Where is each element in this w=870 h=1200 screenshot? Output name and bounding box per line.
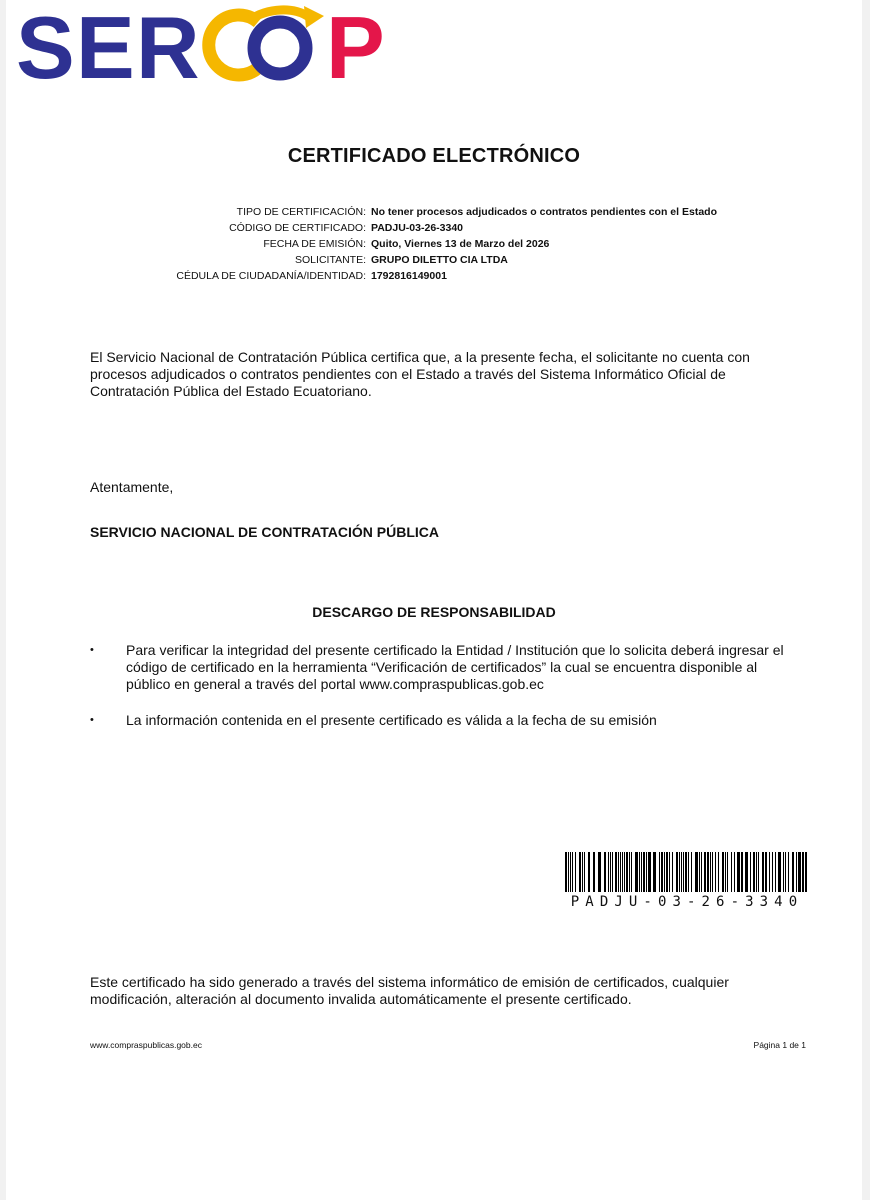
barcode-bar — [701, 852, 702, 892]
barcode-bar — [710, 852, 711, 892]
barcode-icon — [563, 852, 811, 896]
barcode-bar — [805, 852, 807, 892]
barcode-bar — [666, 852, 668, 892]
barcode-bar — [646, 852, 647, 892]
barcode-bar — [648, 852, 651, 892]
barcode-bar — [785, 852, 786, 892]
barcode-bar — [593, 852, 595, 892]
barcode-bar — [715, 852, 716, 892]
svg-text:E: E — [76, 4, 135, 84]
issue-date-row — [6, 236, 862, 252]
list-item — [90, 642, 790, 693]
field-value: PADJU-03-26-3340 — [371, 222, 464, 234]
id-number-row — [6, 268, 862, 284]
barcode-bar — [661, 852, 663, 892]
certification-paragraph: El Servicio Nacional de Contratación Pública certifica que, a la presente fecha, el solicitante no cuenta con procesos adjudicados o contratos pendientes con el Estado a través del Sistema Informático Oficial de Contratación Pública del Estado Ecuatoriano. — [90, 349, 750, 399]
disclaimer-list — [90, 642, 790, 729]
barcode-bar — [608, 852, 609, 892]
barcode-bar — [568, 852, 569, 892]
svg-text:S: S — [16, 4, 75, 84]
barcode-bar — [691, 852, 692, 892]
page-number: Página 1 de 1 — [753, 1040, 806, 1050]
barcode-bar — [641, 852, 642, 892]
field-label: CÓDIGO DE CERTIFICADO: — [229, 222, 366, 234]
barcode-bar — [725, 852, 726, 892]
footer-url: www.compraspublicas.gob.ec — [90, 1040, 202, 1050]
barcode-bar — [798, 852, 801, 892]
barcode-bar — [753, 852, 755, 892]
barcode-bar — [681, 852, 682, 892]
signature-organization: SERVICIO NACIONAL DE CONTRATACIÓN PÚBLICA — [90, 524, 439, 540]
barcode-bar — [631, 852, 632, 892]
barcode-bar — [712, 852, 713, 892]
disclaimer-heading: DESCARGO DE RESPONSABILIDAD — [312, 604, 556, 620]
barcode-bar — [769, 852, 770, 892]
barcode-bar — [626, 852, 628, 892]
barcode-bar — [588, 852, 590, 892]
barcode-bar — [778, 852, 781, 892]
barcode-bar — [756, 852, 757, 892]
barcode-bar — [669, 852, 670, 892]
barcode-bar — [618, 852, 619, 892]
barcode-bar — [598, 852, 601, 892]
barcode-bar — [582, 852, 583, 892]
barcode-bar — [639, 852, 640, 892]
field-value: GRUPO DILETTO CIA LTDA — [371, 254, 508, 266]
bullet-icon: • — [90, 644, 94, 656]
barcode-bar — [765, 852, 767, 892]
barcode-bar — [727, 852, 728, 892]
barcode-bar — [615, 852, 617, 892]
barcode-bar — [718, 852, 719, 892]
svg-text:P: P — [326, 4, 385, 84]
barcode-bar — [699, 852, 700, 892]
barcode-bar — [579, 852, 581, 892]
barcode-bar — [772, 852, 773, 892]
field-value: No tener procesos adjudicados o contratos pendientes con el Estado — [371, 206, 717, 218]
barcode-bar — [653, 852, 656, 892]
svg-text:R: R — [136, 4, 200, 84]
barcode-bar — [610, 852, 611, 892]
barcode-bar — [679, 852, 680, 892]
barcode-bar — [695, 852, 698, 892]
barcode-bar — [685, 852, 687, 892]
barcode-bar — [745, 852, 748, 892]
field-label: FECHA DE EMISIÓN: — [263, 238, 366, 250]
barcode-bar — [676, 852, 678, 892]
field-label: SOLICITANTE: — [295, 254, 366, 266]
barcode-bar — [575, 852, 576, 892]
barcode-bar — [731, 852, 732, 892]
barcode-bar — [802, 852, 804, 892]
disclaimer-text: La información contenida en el presente certificado es válida a la fecha de su emisión — [126, 712, 657, 728]
barcode-bar — [758, 852, 759, 892]
document-page — [6, 0, 862, 1200]
bullet-icon: • — [90, 714, 94, 726]
barcode-bar — [572, 852, 573, 892]
barcode-bar — [783, 852, 784, 892]
barcode-bar — [788, 852, 789, 892]
barcode-bar — [792, 852, 794, 892]
barcode-bar — [622, 852, 623, 892]
barcode-bar — [624, 852, 625, 892]
barcode-bar — [750, 852, 751, 892]
list-item — [90, 712, 790, 729]
barcode-bar — [643, 852, 645, 892]
sercop-logo — [14, 4, 404, 84]
barcode-bar — [659, 852, 660, 892]
certification-type-row — [6, 204, 862, 220]
field-value: 1792816149001 — [371, 270, 447, 282]
applicant-row — [6, 252, 862, 268]
barcode-bar — [620, 852, 621, 892]
barcode-bar — [734, 852, 735, 892]
barcode-bar — [737, 852, 740, 892]
footer-note: Este certificado ha sido generado a través del sistema informático de emisión de certificados, cualquier modificación, alteración al documento invalida automáticamente el presente certificado. — [90, 974, 729, 1007]
barcode-bar — [688, 852, 689, 892]
field-value: Quito, Viernes 13 de Marzo del 2026 — [371, 238, 550, 250]
barcode-bar — [565, 852, 567, 892]
field-label: CÉDULA DE CIUDADANÍA/IDENTIDAD: — [176, 270, 366, 282]
barcode-bar — [741, 852, 743, 892]
barcode-bar — [570, 852, 571, 892]
barcode-bar — [762, 852, 764, 892]
barcode-bar — [635, 852, 638, 892]
barcode-bar — [796, 852, 797, 892]
barcode-bar — [604, 852, 606, 892]
closing-salutation: Atentamente, — [90, 479, 174, 495]
barcode-bar — [704, 852, 706, 892]
barcode-bar — [664, 852, 665, 892]
barcode-bar — [672, 852, 673, 892]
certificate-code-row — [6, 220, 862, 236]
barcode-bar — [683, 852, 684, 892]
barcode-bar — [584, 852, 585, 892]
barcode-bar — [722, 852, 724, 892]
barcode-bar — [612, 852, 613, 892]
barcode-bar — [629, 852, 630, 892]
barcode-bar — [775, 852, 776, 892]
certificate-details — [6, 204, 862, 284]
barcode-bar — [707, 852, 709, 892]
disclaimer-text: Para verificar la integridad del presente certificado la Entidad / Institución que lo solicita deberá ingresar el código de certificado en la herramienta “Verificación de certificados” la cual se encuentra disponible al público en general a través del portal www.compraspublicas.gob.ec — [126, 642, 784, 692]
field-label: TIPO DE CERTIFICACIÓN: — [236, 206, 366, 218]
barcode-code: PADJU-03-26-3340 — [570, 894, 804, 910]
document-title: CERTIFICADO ELECTRÓNICO — [287, 145, 581, 167]
